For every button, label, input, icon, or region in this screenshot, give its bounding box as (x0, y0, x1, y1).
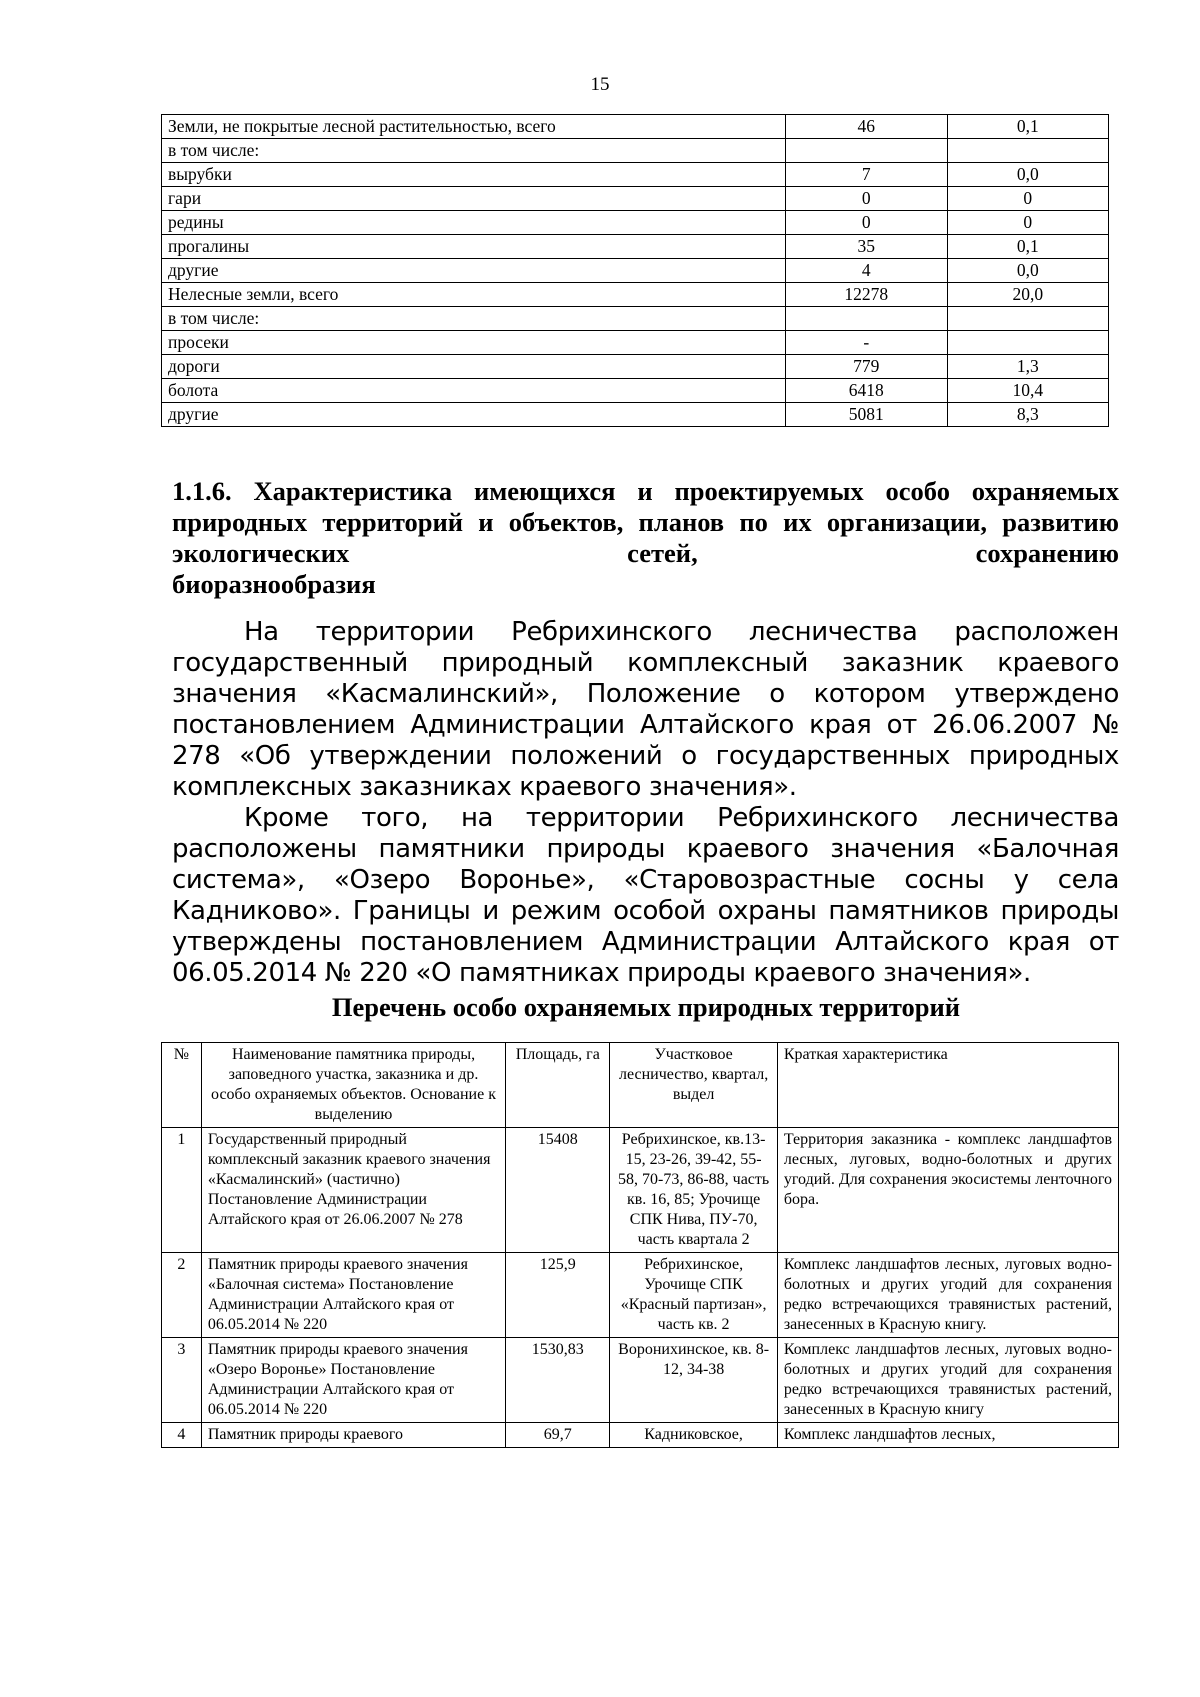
table-row (162, 259, 1109, 283)
cell-area: 46 (785, 115, 947, 139)
cell-number: 3 (162, 1338, 202, 1423)
cell-forestry: Ребрихинское, Урочище СПК «Красный партизан», часть кв. 2 (610, 1253, 778, 1338)
cell-forestry: Кадниковское, (610, 1423, 778, 1448)
cell-category: редины (162, 211, 786, 235)
cell-category: в том числе: (162, 307, 786, 331)
cell-area: 0 (785, 187, 947, 211)
cell-area (785, 139, 947, 163)
table-row (162, 307, 1109, 331)
header-name: Наименование памятника природы, заповедного участка, заказника и др. особо охраняемых объектов. Основание к выделению (201, 1043, 505, 1128)
table-row (162, 211, 1109, 235)
cell-name: Памятник природы краевого (201, 1423, 505, 1448)
cell-category: Нелесные земли, всего (162, 283, 786, 307)
cell-category: дороги (162, 355, 786, 379)
table-row (162, 1253, 1119, 1338)
cell-percent: 0 (947, 211, 1108, 235)
cell-forestry: Воронихинское, кв. 8-12, 34-38 (610, 1338, 778, 1423)
table-row (162, 139, 1109, 163)
cell-number: 1 (162, 1128, 202, 1253)
cell-area: 35 (785, 235, 947, 259)
cell-area: 125,9 (506, 1253, 610, 1338)
section-heading-last: биоразнообразия (172, 569, 376, 599)
cell-name: Памятник природы краевого значения «Балочная система» Постановление Администрации Алтайского края от 06.05.2014 № 220 (201, 1253, 505, 1338)
table-row (162, 331, 1109, 355)
cell-category: гари (162, 187, 786, 211)
cell-percent (947, 331, 1108, 355)
cell-area: 15408 (506, 1128, 610, 1253)
cell-area (785, 307, 947, 331)
cell-area: 12278 (785, 283, 947, 307)
table-row (162, 1423, 1119, 1448)
cell-description: Территория заказника - комплекс ландшафтов лесных, луговых, водно-болотных и других угодий. Для сохранения экосистемы ленточного бора. (777, 1128, 1118, 1253)
table-row (162, 235, 1109, 259)
cell-percent: 0,1 (947, 115, 1108, 139)
header-no: № (162, 1043, 202, 1128)
table-caption: Перечень особо охраняемых природных территорий (331, 992, 961, 1022)
cell-category: в том числе: (162, 139, 786, 163)
cell-area: 69,7 (506, 1423, 610, 1448)
table-row (162, 403, 1109, 427)
cell-area: 0 (785, 211, 947, 235)
cell-percent: 0,0 (947, 163, 1108, 187)
cell-category: вырубки (162, 163, 786, 187)
cell-category: другие (162, 259, 786, 283)
cell-category: Земли, не покрытые лесной растительностью, всего (162, 115, 786, 139)
cell-description: Комплекс ландшафтов лесных, луговых водно-болотных и других угодий для сохранения редко встречающихся травянистых растений, занесенных в Красную книгу (777, 1338, 1118, 1423)
table-row (162, 379, 1109, 403)
cell-category: другие (162, 403, 786, 427)
cell-description: Комплекс ландшафтов лесных, луговых водно-болотных и других угодий для сохранения редко встречающихся травянистых растений, занесенных в Красную книгу. (777, 1253, 1118, 1338)
cell-category: просеки (162, 331, 786, 355)
page-number: 15 (590, 74, 610, 95)
cell-area: 779 (785, 355, 947, 379)
cell-area: 5081 (785, 403, 947, 427)
cell-percent: 20,0 (947, 283, 1108, 307)
header-area: Площадь, га (506, 1043, 610, 1128)
cell-forestry: Ребрихинское, кв.13-15, 23-26, 39-42, 55-58, 70-73, 86-88, часть кв. 16, 85; Урочище СПК Нива, ПУ-70, часть квартала 2 (610, 1128, 778, 1253)
cell-name: Государственный природный комплексный заказник краевого значения «Касмалинский» (частично) Постановление Администрации Алтайского края от 26.06.2007 № 278 (201, 1128, 505, 1253)
cell-percent (947, 139, 1108, 163)
land-category-table (161, 114, 1109, 427)
cell-percent (947, 307, 1108, 331)
cell-area: 6418 (785, 379, 947, 403)
cell-percent: 0,1 (947, 235, 1108, 259)
cell-number: 4 (162, 1423, 202, 1448)
paragraph-monuments (172, 803, 1119, 989)
section-heading-main: 1.1.6. Характеристика имеющихся и проектируемых особо охраняемых природных территорий и объектов, планов по их организации, развитию экологических сетей, сохранению (172, 476, 1119, 568)
paragraph-text: Кроме того, на территории Ребрихинского лесничества расположены памятники природы краевого значения «Балочная система», «Озеро Воронье», «Старовозрастные сосны у села Кадниково». Границы и режим особой охраны памятников природы утверждены постановлением Администрации Алтайского края от 06.05.2014 № 220 «О памятниках природы краевого значения». (172, 803, 1119, 988)
table-row (162, 1128, 1119, 1253)
cell-area: 1530,83 (506, 1338, 610, 1423)
cell-category: болота (162, 379, 786, 403)
paragraph-zakaznik (172, 617, 1119, 803)
protected-areas-table (161, 1042, 1119, 1448)
cell-percent: 0,0 (947, 259, 1108, 283)
cell-area: 7 (785, 163, 947, 187)
paragraph-text: На территории Ребрихинского лесничества расположен государственный природный комплексный заказник краевого значения «Касмалинский», Положение о котором утверждено постановлением Администрации Алтайского края от 26.06.2007 № 278 «Об утверждении положений о государственных природных комплексных заказниках краевого значения». (172, 617, 1119, 802)
section-heading (172, 476, 1119, 600)
cell-number: 2 (162, 1253, 202, 1338)
cell-percent: 0 (947, 187, 1108, 211)
table-header-row (162, 1043, 1119, 1128)
cell-percent: 8,3 (947, 403, 1108, 427)
cell-area: 4 (785, 259, 947, 283)
table-row (162, 115, 1109, 139)
table-row (162, 1338, 1119, 1423)
header-description: Краткая характеристика (777, 1043, 1118, 1128)
table-row (162, 187, 1109, 211)
cell-percent: 10,4 (947, 379, 1108, 403)
cell-category: прогалины (162, 235, 786, 259)
cell-name: Памятник природы краевого значения «Озеро Воронье» Постановление Администрации Алтайского края от 06.05.2014 № 220 (201, 1338, 505, 1423)
table-row (162, 283, 1109, 307)
cell-area: - (785, 331, 947, 355)
table-row (162, 355, 1109, 379)
header-forestry: Участковое лесничество, квартал, выдел (610, 1043, 778, 1128)
cell-description: Комплекс ландшафтов лесных, (777, 1423, 1118, 1448)
table-row (162, 163, 1109, 187)
cell-percent: 1,3 (947, 355, 1108, 379)
